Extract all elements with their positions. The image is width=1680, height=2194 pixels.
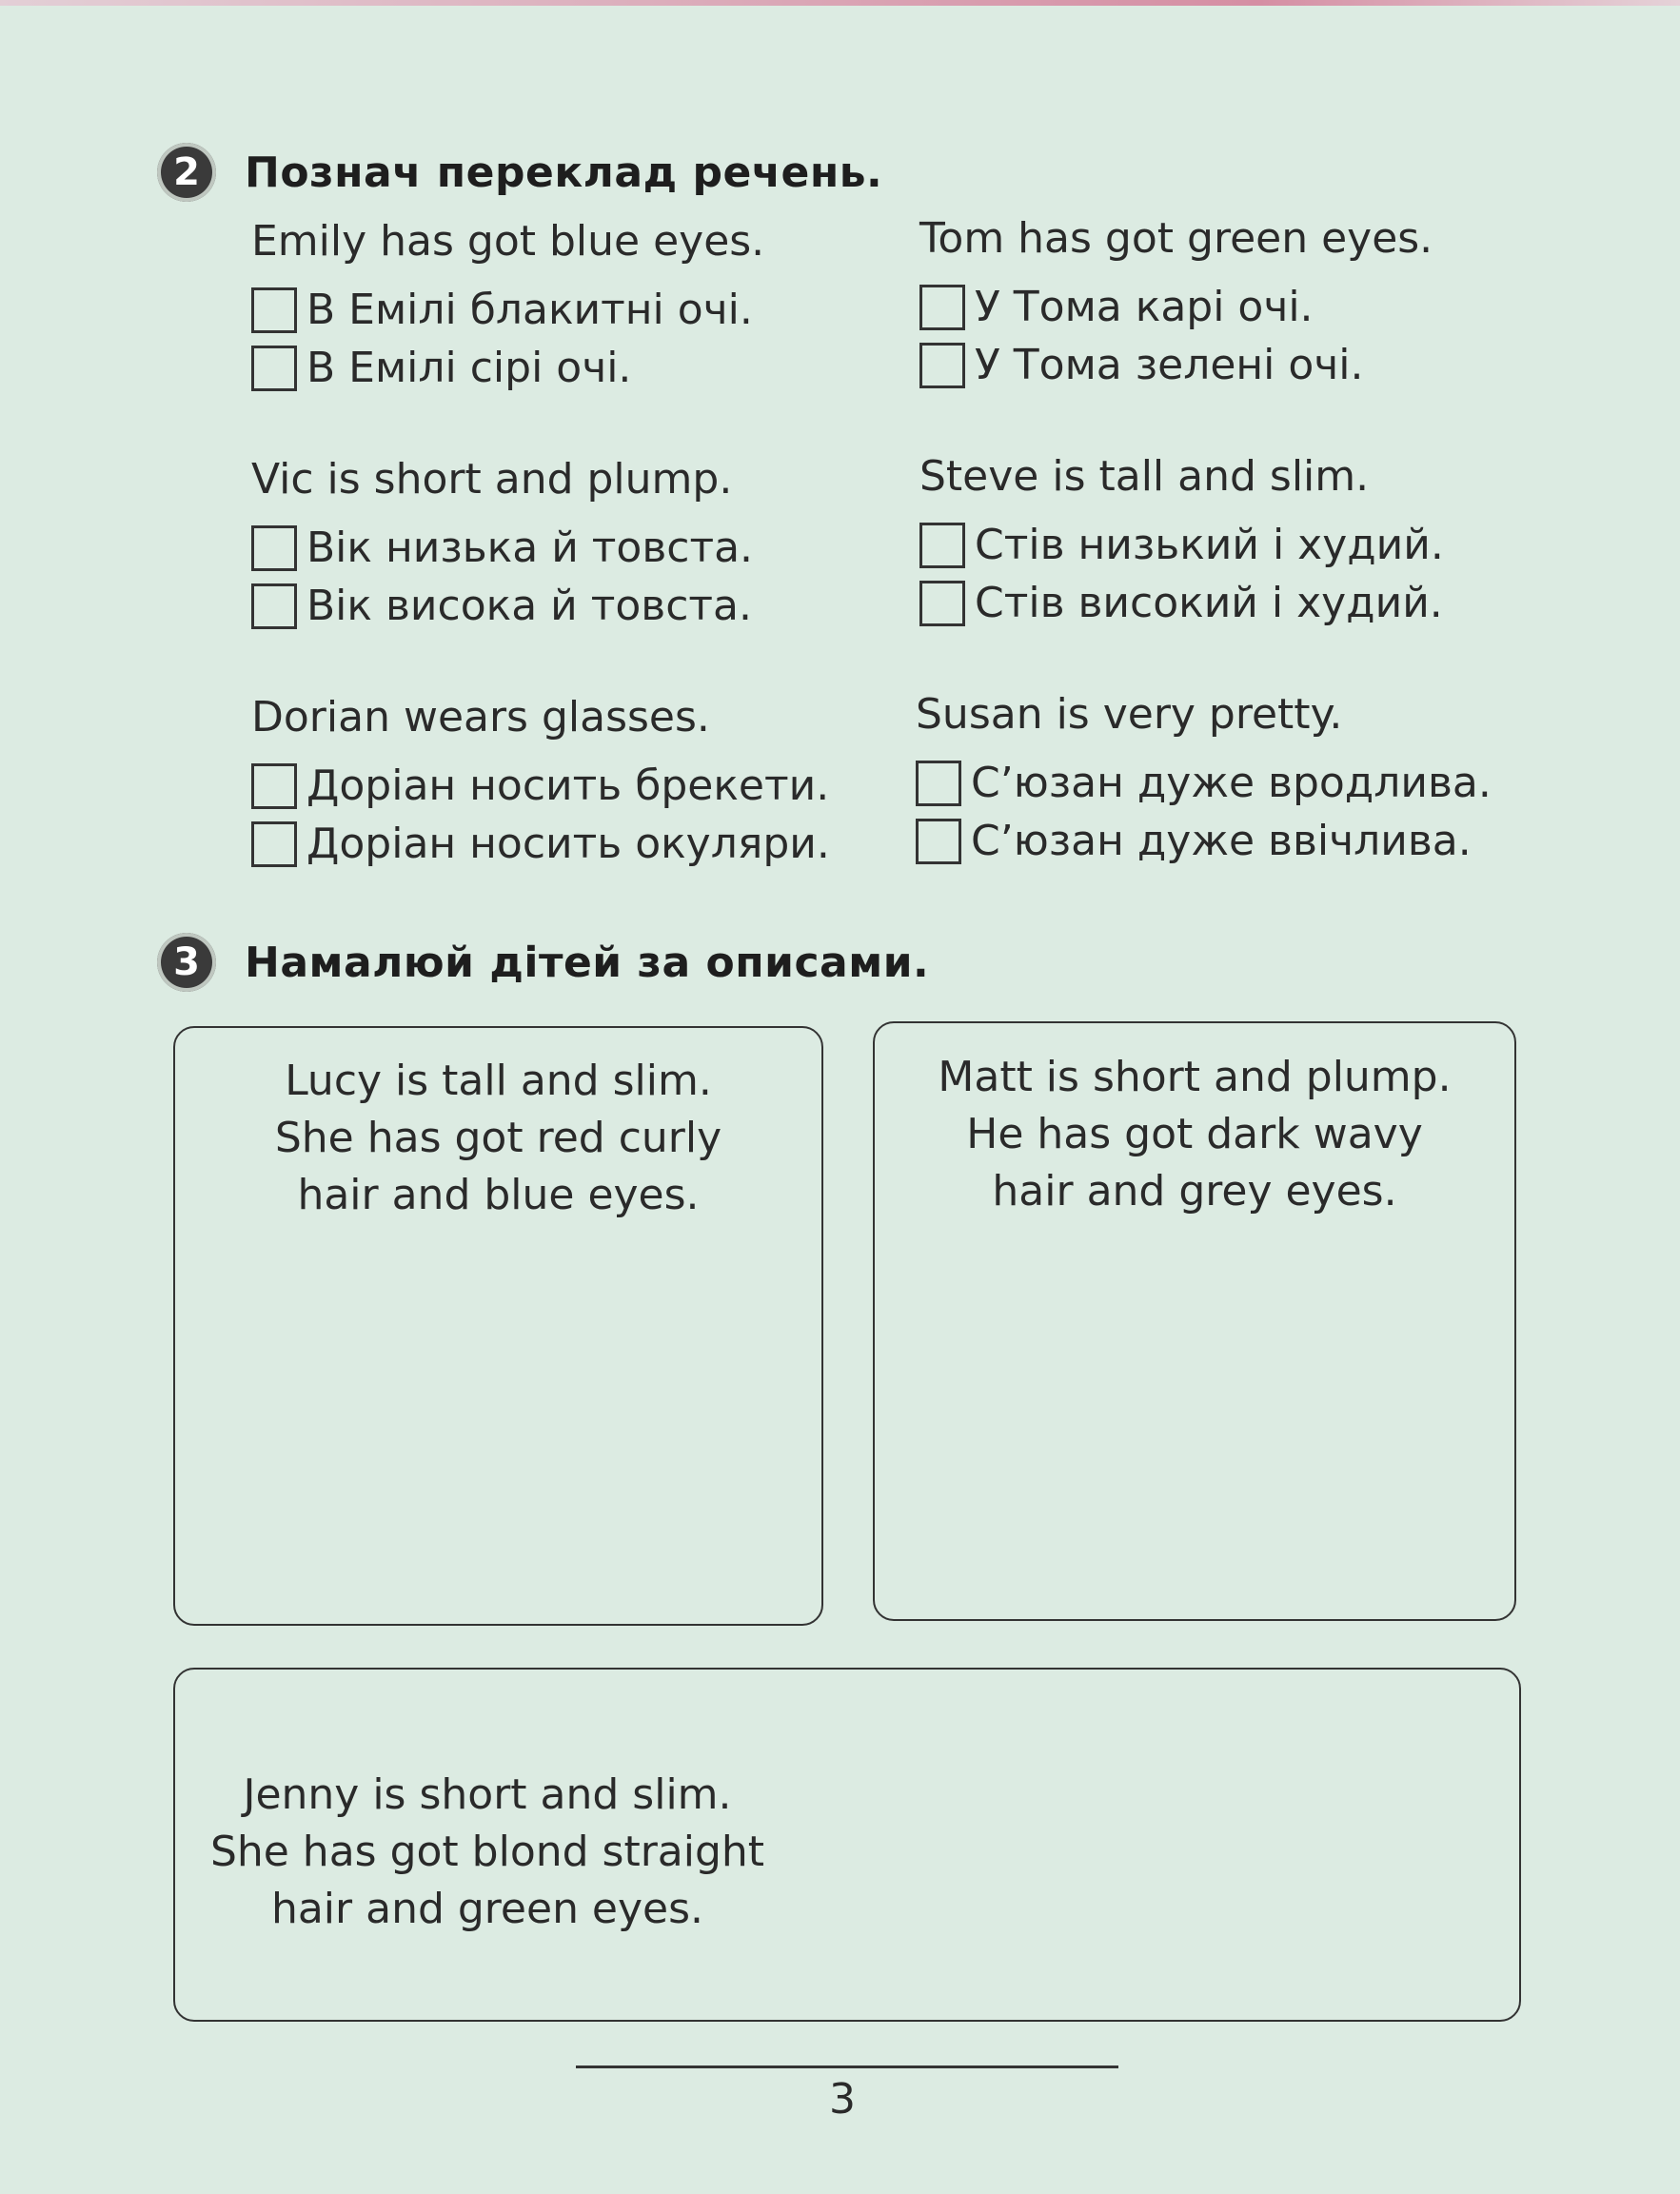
answer-option[interactable] — [919, 336, 1586, 394]
answer-option[interactable] — [916, 812, 1582, 870]
answer-option[interactable] — [251, 519, 918, 577]
checkbox[interactable] — [251, 346, 297, 391]
answer-option[interactable] — [251, 339, 918, 397]
option-label: Доріан носить окуляри. — [306, 820, 830, 868]
description-line: Matt is short and plump. — [938, 1053, 1452, 1101]
description-line: Lucy is tall and slim. — [285, 1057, 712, 1105]
option-label: Вік низька й товста. — [306, 524, 754, 572]
page-number: 3 — [829, 2075, 856, 2124]
description-line: Jenny is short and slim. — [243, 1770, 732, 1819]
checkbox[interactable] — [251, 287, 297, 333]
answer-option[interactable] — [916, 754, 1582, 812]
exercise-number-badge: 2 — [157, 143, 216, 202]
answer-option[interactable] — [251, 757, 918, 815]
english-sentence: Steve is tall and slim. — [919, 452, 1370, 501]
answer-option[interactable] — [251, 281, 918, 339]
checkbox[interactable] — [919, 285, 965, 330]
question-item — [251, 455, 918, 635]
option-label: Стів високий і худий. — [975, 579, 1443, 627]
option-label: Доріан носить брекети. — [306, 761, 830, 810]
question-item — [919, 452, 1586, 632]
description-line: He has got dark wavy — [966, 1110, 1423, 1158]
option-label: У Тома карі очі. — [975, 283, 1314, 331]
description-jenny — [173, 1767, 801, 1938]
exercise-2-header — [157, 143, 882, 202]
checkbox[interactable] — [251, 525, 297, 571]
description-line: hair and blue eyes. — [297, 1171, 700, 1219]
answer-option[interactable] — [251, 815, 918, 873]
question-item — [251, 217, 918, 397]
english-sentence: Emily has got blue eyes. — [251, 217, 765, 266]
checkbox[interactable] — [919, 581, 965, 626]
english-sentence: Tom has got green eyes. — [919, 214, 1433, 263]
question-item — [251, 693, 918, 873]
checkbox[interactable] — [916, 761, 961, 806]
option-label: У Тома зелені очі. — [975, 341, 1364, 389]
description-lucy — [173, 1053, 823, 1224]
description-line: She has got blond straight — [209, 1828, 765, 1876]
checkbox[interactable] — [919, 523, 965, 568]
description-line: hair and grey eyes. — [992, 1167, 1397, 1216]
option-label: В Емілі блакитні очі. — [306, 286, 753, 334]
question-item — [919, 214, 1586, 394]
english-sentence: Susan is very pretty. — [916, 690, 1343, 739]
checkbox[interactable] — [919, 343, 965, 388]
option-label: С’юзан дуже вродлива. — [971, 759, 1492, 807]
answer-option[interactable] — [251, 577, 918, 635]
description-line: hair and green eyes. — [270, 1885, 704, 1933]
exercise-title: Познач переклад речень. — [245, 148, 883, 197]
checkbox[interactable] — [251, 763, 297, 809]
answer-option[interactable] — [919, 574, 1586, 632]
checkbox[interactable] — [251, 583, 297, 629]
exercise-3-header — [157, 933, 929, 992]
checkbox[interactable] — [251, 821, 297, 867]
top-edge-strip — [0, 0, 1680, 6]
exercise-title: Намалюй дітей за описами. — [245, 938, 930, 987]
footer-rule — [576, 2066, 1118, 2068]
answer-option[interactable] — [919, 516, 1586, 574]
english-sentence: Vic is short and plump. — [251, 455, 733, 504]
answer-option[interactable] — [919, 278, 1586, 336]
english-sentence: Dorian wears glasses. — [251, 693, 710, 741]
description-line: She has got red curly — [274, 1114, 722, 1162]
checkbox[interactable] — [916, 819, 961, 864]
exercise-number-badge: 3 — [157, 933, 216, 992]
option-label: С’юзан дуже ввічлива. — [971, 817, 1472, 865]
option-label: В Емілі сірі очі. — [306, 344, 632, 392]
option-label: Стів низький і худий. — [975, 521, 1444, 569]
description-matt — [873, 1049, 1516, 1220]
question-item — [916, 690, 1582, 870]
option-label: Вік висока й товста. — [306, 582, 752, 630]
